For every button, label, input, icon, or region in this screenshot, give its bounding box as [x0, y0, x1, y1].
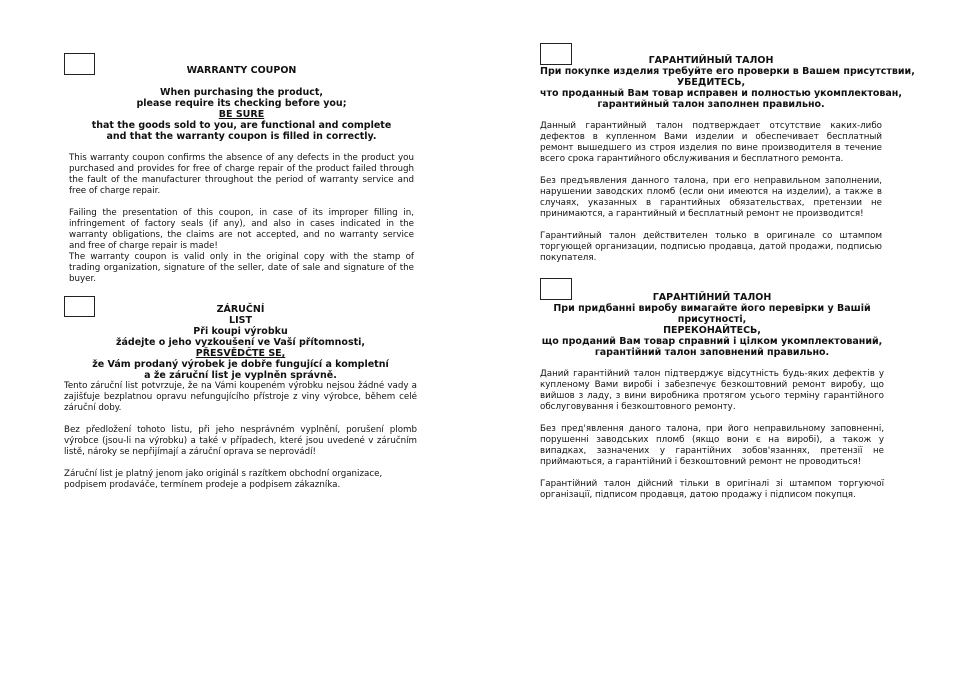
title-cz-2: LIST: [229, 315, 252, 326]
warranty-coupon-en: [69, 65, 414, 285]
title-cz-1: ZÁRUČNÍ: [216, 304, 265, 315]
intro-ru: При покупке изделия требуйте его проверки в Вашем присутствии, УБЕДИТЕСЬ, что проданный Вам товар исправен и полностью укомплектован, гарантийный талон заполнен правильно.: [540, 66, 915, 110]
warranty-coupon-ua: [540, 292, 884, 501]
paragraph-ua-2: Без пред'явлення даного талона, при його неправильному заповненні, порушенні заводських пломб (якщо вони є на виробі), а також у випадках, зазначених у гарантійних зобов'язаннях, претензії не приймаються, а гарантійний і безкоштовний ремонт не проводиться!: [540, 424, 884, 467]
paragraph-en-3: The warranty coupon is valid only in the original copy with the stamp of trading organization, signature of the seller, date of sale and signature of the buyer.: [69, 252, 414, 284]
warranty-coupon-cz: [64, 304, 417, 491]
paragraph-en-2: Failing the presentation of this coupon, in case of its improper filling in, infringement of factory seals (if any), and also in cases indicated in the warranty obligations, the claims are not accepted, and no warranty service and free of charge repair is made!: [69, 208, 414, 251]
intro-ua: При придбанні виробу вимагайте його перевірки у Вашій присутності, ПЕРЕКОНАЙТЕСЬ, що проданий Вам товар справний і цілком укомплектований, гарантійний талон заповнений правильно.: [541, 303, 883, 358]
intro-en: When purchasing the product, please require its checking before you; BE SURE that the goods sold to you, are functional and complete and that the warranty coupon is filled in correctly.: [91, 87, 392, 142]
title-ua: ГАРАНТІЙНИЙ ТАЛОН: [652, 292, 772, 303]
paragraph-cz-1: Tento záruční list potvrzuje, že na Vámi koupeném výrobku nejsou žádné vady a zajišťuje bezplatnou opravu nefungujícího přístroje z viny výrobce, během celé záruční doby.: [64, 381, 417, 413]
paragraph-ru-1: Данный гарантийный талон подтверждает отсутствие каких-либо дефектов в купленном Вами изделии и обеспечивает бесплатный ремонт вышедшего из строя изделия по вине производителя в течение всего срока гарантийного обслуживания и бесплатного ремонта.: [540, 121, 882, 164]
intro-cz: Při koupi výrobku žádejte o jeho vyzkoušení ve Vaší přítomnosti, PŘESVĚDČTE SE, že Vám prodaný výrobek je dobře fungující a kompletní a že záruční list je vyplněn správně.: [92, 326, 389, 381]
paragraph-en-1: This warranty coupon confirms the absence of any defects in the product you purchased and provides for free of charge repair of the product failed through the fault of the manufacturer throughout the period of warranty service and free of charge repair.: [69, 153, 414, 196]
title-en: WARRANTY COUPON: [186, 65, 297, 76]
paragraph-cz-3: Záruční list je platný jenom jako originál s razítkem obchodní organizace, podpisem prodaváče, termínem prodeje a podpisem zákazníka.: [64, 469, 383, 490]
paragraph-ru-3: Гарантийный талон действителен только в оригинале со штампом торгующей организации, подписью продавца, датой продажи, подписью покупателя.: [540, 231, 882, 263]
paragraph-ru-2: Без предъявления данного талона, при его неправильном заполнении, нарушении заводских пломб (если они имеются на изделии), а также в случаях, указанных в гарантийных обязательствах, претензии не принимаются, а гарантийный и бесплатный ремонт не производится!: [540, 176, 882, 219]
paragraph-ua-1: Даний гарантійний талон підтверджує відсутність будь-яких дефектів у купленому Вами виробі і забезпечує безкоштовний ремонт виробу, що вийшов з ладу, з вини виробника протягом усього терміну гарантійного обслуговування і безкоштовного ремонту.: [540, 369, 884, 412]
paragraph-ua-3: Гарантійний талон дійсний тільки в оригіналі зі штампом торгуючої організації, підписом продавця, датою продажу і підписом покупця.: [540, 479, 884, 500]
warranty-coupon-ru: [540, 55, 915, 264]
title-ru: ГАРАНТИЙНЫЙ ТАЛОН: [648, 55, 774, 66]
paragraph-cz-2: Bez předložení tohoto listu, při jeho nesprávném vyplnění, porušení plomb výrobce (jsou-li na výrobku) a také v případech, které jsou uvedené v záručním listě, nároky se nepřijímají a záruční oprava se neprovádí!: [64, 425, 417, 457]
